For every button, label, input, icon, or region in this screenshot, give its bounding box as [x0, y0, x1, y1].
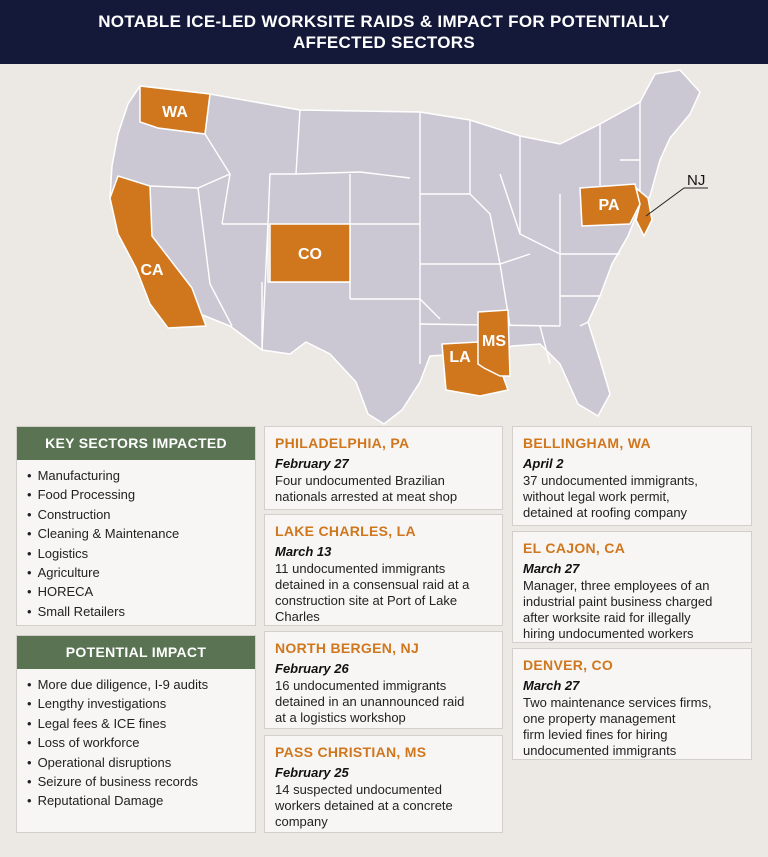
desc-line: hiring undocumented workers: [523, 626, 694, 641]
key-sectors-list: [17, 460, 255, 621]
nj-leader-line: [646, 188, 708, 216]
raid-date: March 27: [523, 678, 580, 693]
key-sectors-panel: [16, 426, 256, 626]
raid-date: April 2: [523, 456, 564, 471]
raid-description: [523, 695, 741, 759]
desc-line: Charles: [275, 609, 320, 624]
desc-line: detained in an unannounced raid: [275, 694, 465, 709]
raid-city: EL CAJON, CA: [523, 540, 626, 556]
desc-line: 37 undocumented immigrants,: [523, 473, 698, 488]
label-nj: NJ: [687, 172, 706, 189]
potential-impact-panel: [16, 635, 256, 833]
desc-line: Two maintenance services firms,: [523, 695, 712, 710]
label-ms: MS: [482, 333, 506, 350]
raid-description: [523, 578, 741, 642]
desc-line: detained in a consensual raid at a: [275, 577, 470, 592]
raid-description: [275, 561, 492, 625]
raid-city: PASS CHRISTIAN, MS: [275, 744, 427, 760]
potential-impact-heading: POTENTIAL IMPACT: [17, 636, 255, 669]
us-map: [0, 64, 768, 426]
sector-item: • Small Retailers: [27, 602, 255, 621]
impact-item: • Seizure of business records: [27, 772, 255, 791]
label-wa: WA: [162, 104, 188, 121]
desc-line: without legal work permit,: [523, 489, 670, 504]
impact-item: • Legal fees & ICE fines: [27, 714, 255, 733]
raid-city: LAKE CHARLES, LA: [275, 523, 416, 539]
sector-item: • Agriculture: [27, 563, 255, 582]
raid-card-bellingham: [512, 426, 752, 526]
desc-line: detained at roofing company: [523, 505, 688, 520]
sector-item: • Food Processing: [27, 485, 255, 504]
desc-line: firm levied fines for hiring: [523, 727, 668, 742]
impact-item: • Operational disruptions: [27, 753, 255, 772]
desc-line: Four undocumented Brazilian: [275, 473, 445, 488]
raid-description: [523, 473, 741, 521]
raid-card-north-bergen: [264, 631, 503, 729]
desc-line: company: [275, 814, 328, 829]
raid-date: February 27: [275, 456, 349, 471]
impact-item: • Loss of workforce: [27, 733, 255, 752]
raid-card-lake-charles: [264, 514, 503, 626]
raid-city: NORTH BERGEN, NJ: [275, 640, 420, 656]
label-pa: PA: [598, 197, 620, 214]
desc-line: 16 undocumented immigrants: [275, 678, 447, 693]
impact-item: • More due diligence, I-9 audits: [27, 675, 255, 694]
desc-line: at a logistics workshop: [275, 710, 406, 725]
raid-city: BELLINGHAM, WA: [523, 435, 651, 451]
label-la: LA: [449, 349, 471, 366]
desc-line: 14 suspected undocumented: [275, 782, 442, 797]
desc-line: one property management: [523, 711, 676, 726]
raid-city: DENVER, CO: [523, 657, 614, 673]
key-sectors-heading: KEY SECTORS IMPACTED: [17, 427, 255, 460]
raid-description: [275, 678, 492, 726]
page-header: [0, 0, 768, 64]
raid-card-denver: [512, 648, 752, 760]
raid-date: March 13: [275, 544, 332, 559]
raid-card-philadelphia: [264, 426, 503, 510]
desc-line: workers detained at a concrete: [275, 798, 453, 813]
raid-card-el-cajon: [512, 531, 752, 643]
sector-item: • Manufacturing: [27, 466, 255, 485]
desc-line: nationals arrested at meat shop: [275, 489, 458, 504]
label-ca: CA: [140, 262, 164, 279]
desc-line: construction site at Port of Lake: [275, 593, 458, 608]
desc-line: after worksite raid for illegally: [523, 610, 691, 625]
potential-impact-list: [17, 669, 255, 811]
desc-line: Manager, three employees of an: [523, 578, 710, 593]
raid-description: [275, 473, 492, 505]
sector-item: • HORECA: [27, 582, 255, 601]
label-co: CO: [298, 246, 322, 263]
title-line-1: NOTABLE ICE-LED WORKSITE RAIDS & IMPACT FOR POTENTIALLY: [98, 12, 670, 31]
desc-line: industrial paint business charged: [523, 594, 713, 609]
desc-line: 11 undocumented immigrants: [275, 561, 446, 576]
raid-city: PHILADELPHIA, PA: [275, 435, 410, 451]
raid-description: [275, 782, 492, 830]
sector-item: • Logistics: [27, 544, 255, 563]
sector-item: • Cleaning & Maintenance: [27, 524, 255, 543]
impact-item: • Reputational Damage: [27, 791, 255, 810]
sector-item: • Construction: [27, 505, 255, 524]
raid-card-pass-christian: [264, 735, 503, 833]
raid-date: February 25: [275, 765, 349, 780]
us-map-svg: [0, 64, 768, 426]
impact-item: • Lengthy investigations: [27, 694, 255, 713]
raid-date: February 26: [275, 661, 349, 676]
title-line-2: AFFECTED SECTORS: [292, 33, 476, 52]
raid-date: March 27: [523, 561, 580, 576]
desc-line: undocumented immigrants: [523, 743, 677, 758]
